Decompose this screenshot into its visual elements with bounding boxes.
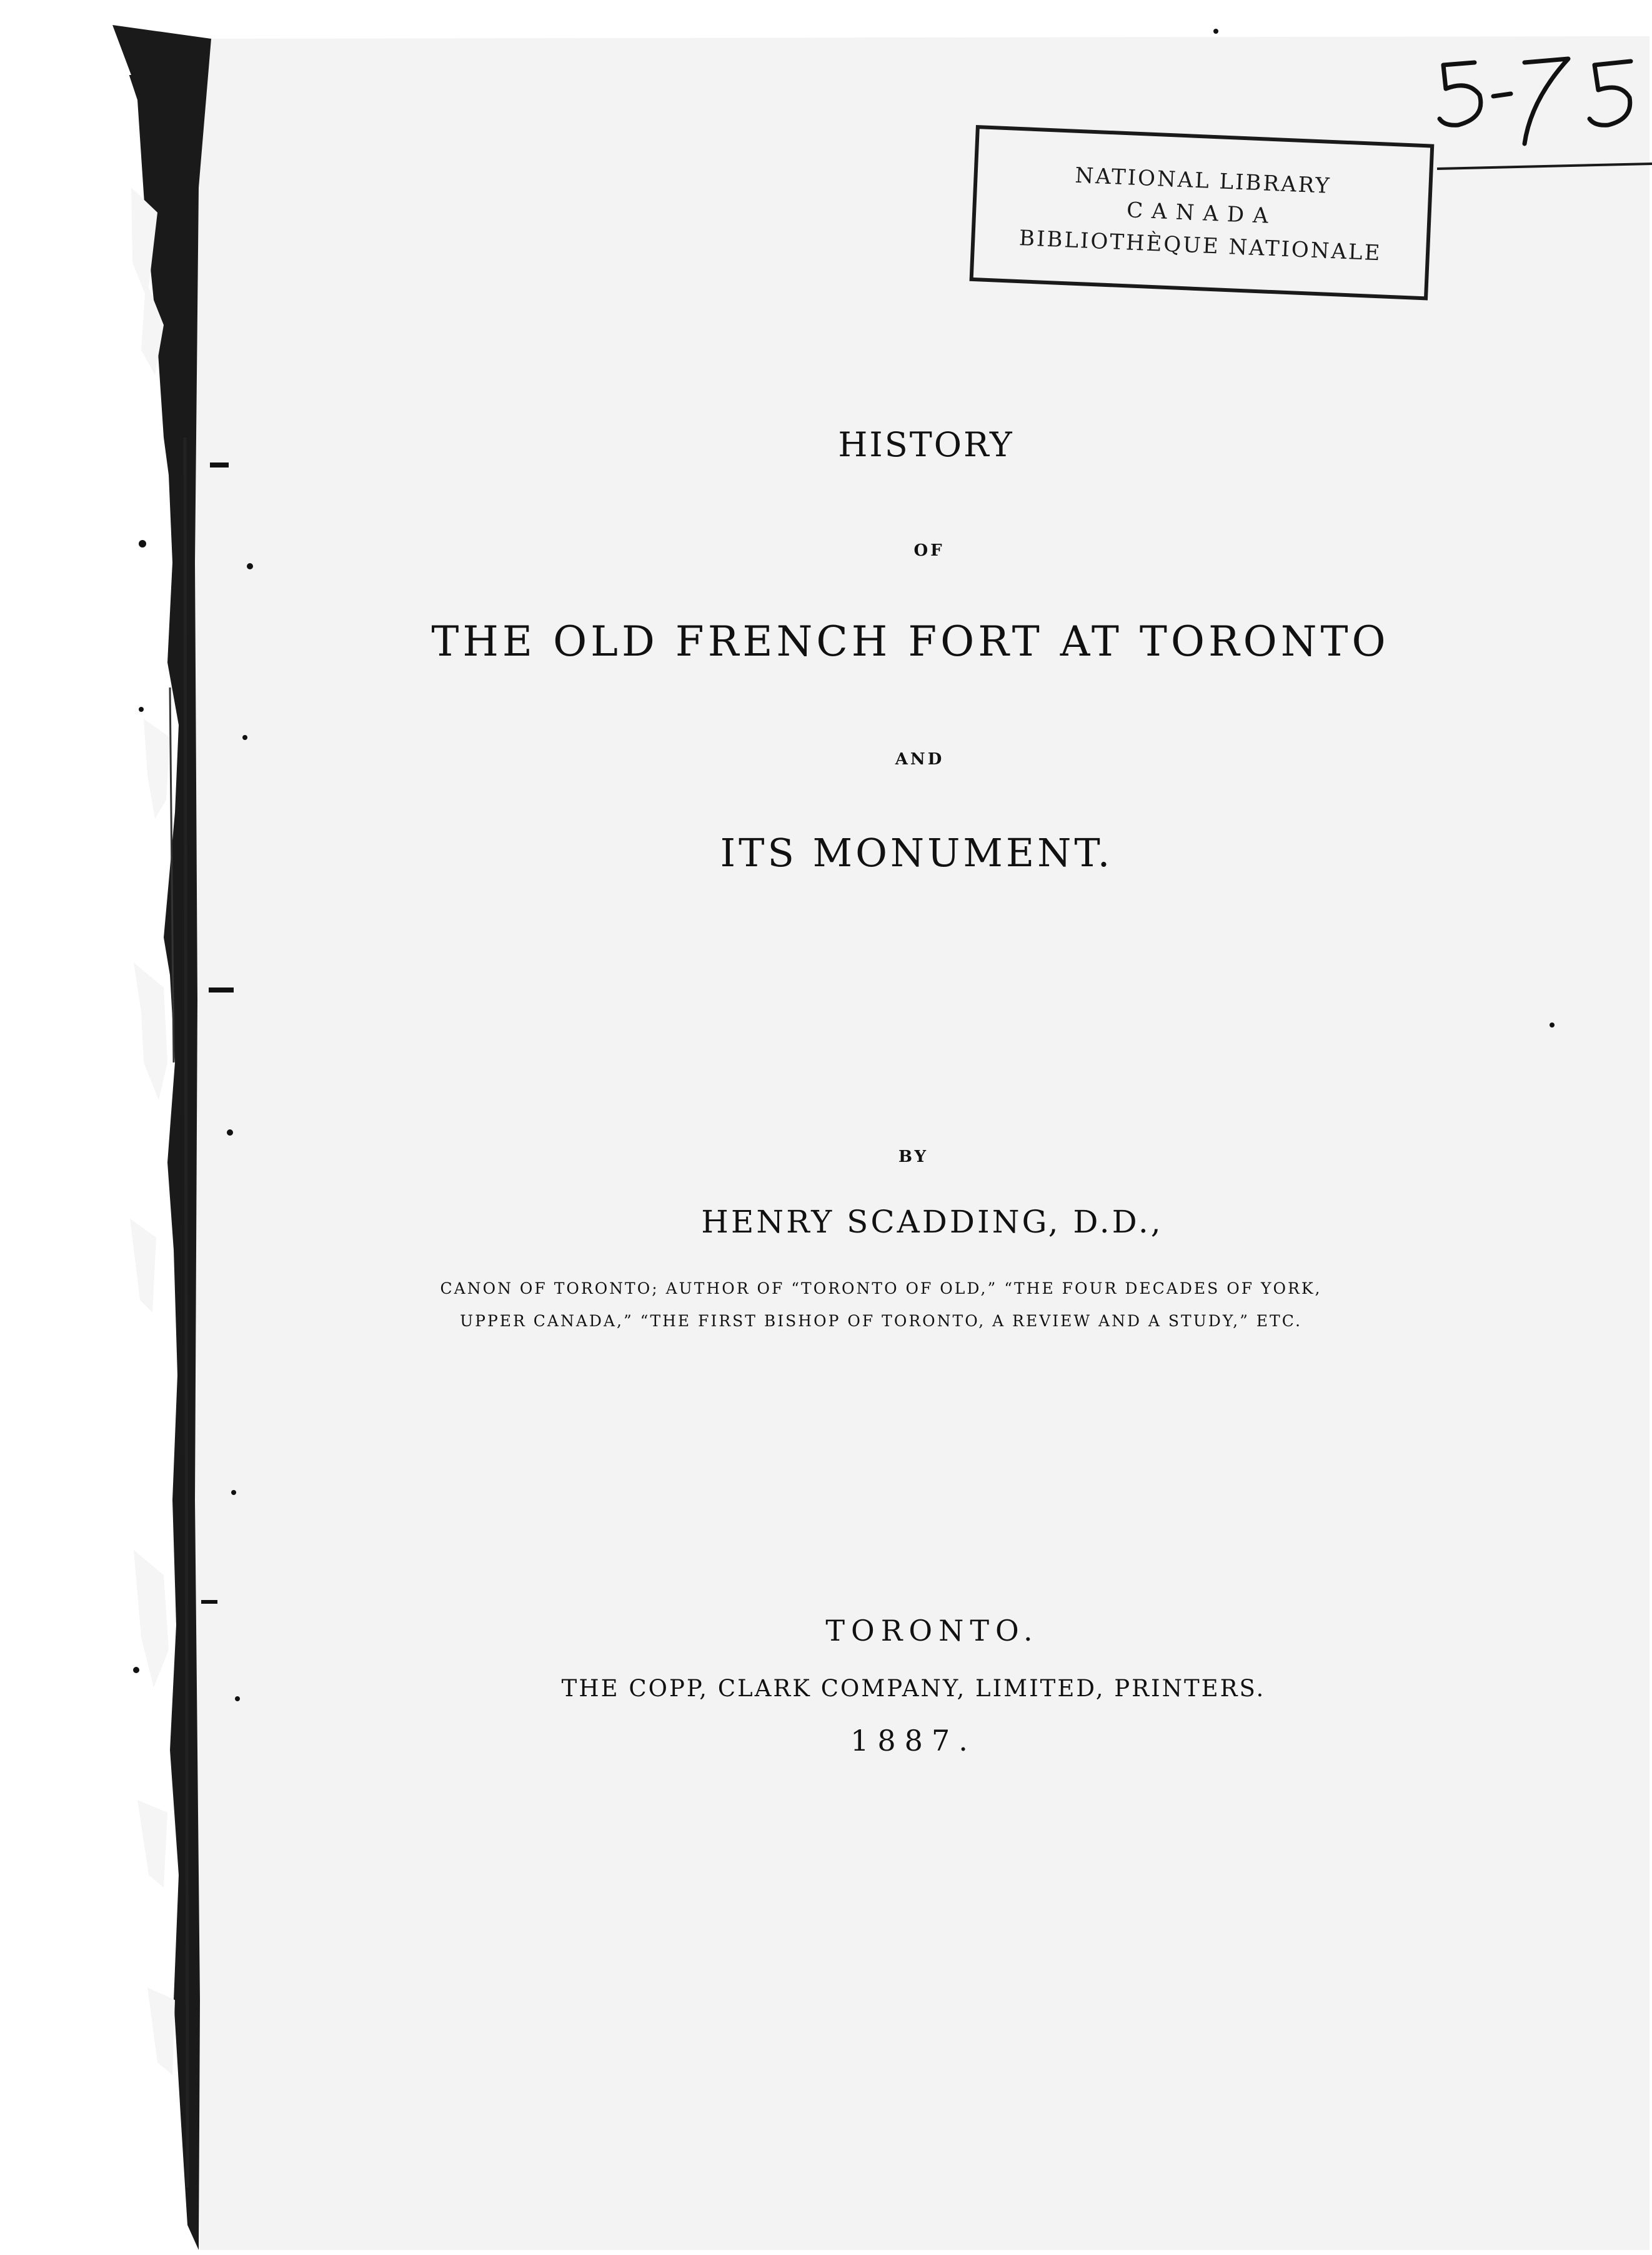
title-main-line: THE OLD FRENCH FORT AT TORONTO <box>431 618 1390 666</box>
handwritten-shelf-number <box>1431 44 1643 150</box>
imprint-publisher: THE COPP, CLARK COMPANY, LIMITED, PRINTERS. <box>561 1675 1266 1702</box>
imprint-city: TORONTO. <box>825 1614 1039 1648</box>
author-name: HENRY SCADDING, D.D., <box>701 1204 1163 1240</box>
imprint-year: 1887. <box>850 1724 977 1758</box>
byline-word: BY <box>898 1148 929 1166</box>
library-stamp <box>970 125 1435 301</box>
stamp-line-2: CANADA <box>1126 198 1278 229</box>
page-sheet <box>195 36 1650 2250</box>
title-history: HISTORY <box>838 425 1014 464</box>
stamp-line-1: NATIONAL LIBRARY <box>1074 162 1332 199</box>
title-connector-and: AND <box>895 750 945 769</box>
author-credentials: CANON OF TORONTO; AUTHOR OF “TORONTO OF OLD,” “THE FOUR DECADES OF YORK, UPPER CANADA,” “THE FIRST BISHOP OF TORONTO, A REVIEW AND A STUDY,” ETC. <box>440 1279 1322 1330</box>
binding-gutter <box>112 25 211 2250</box>
stamp-line-3: BIBLIOTHÈQUE NATIONALE <box>1018 226 1383 266</box>
title-connector-of: OF <box>913 541 945 560</box>
title-monument: ITS MONUMENT. <box>720 830 1113 876</box>
